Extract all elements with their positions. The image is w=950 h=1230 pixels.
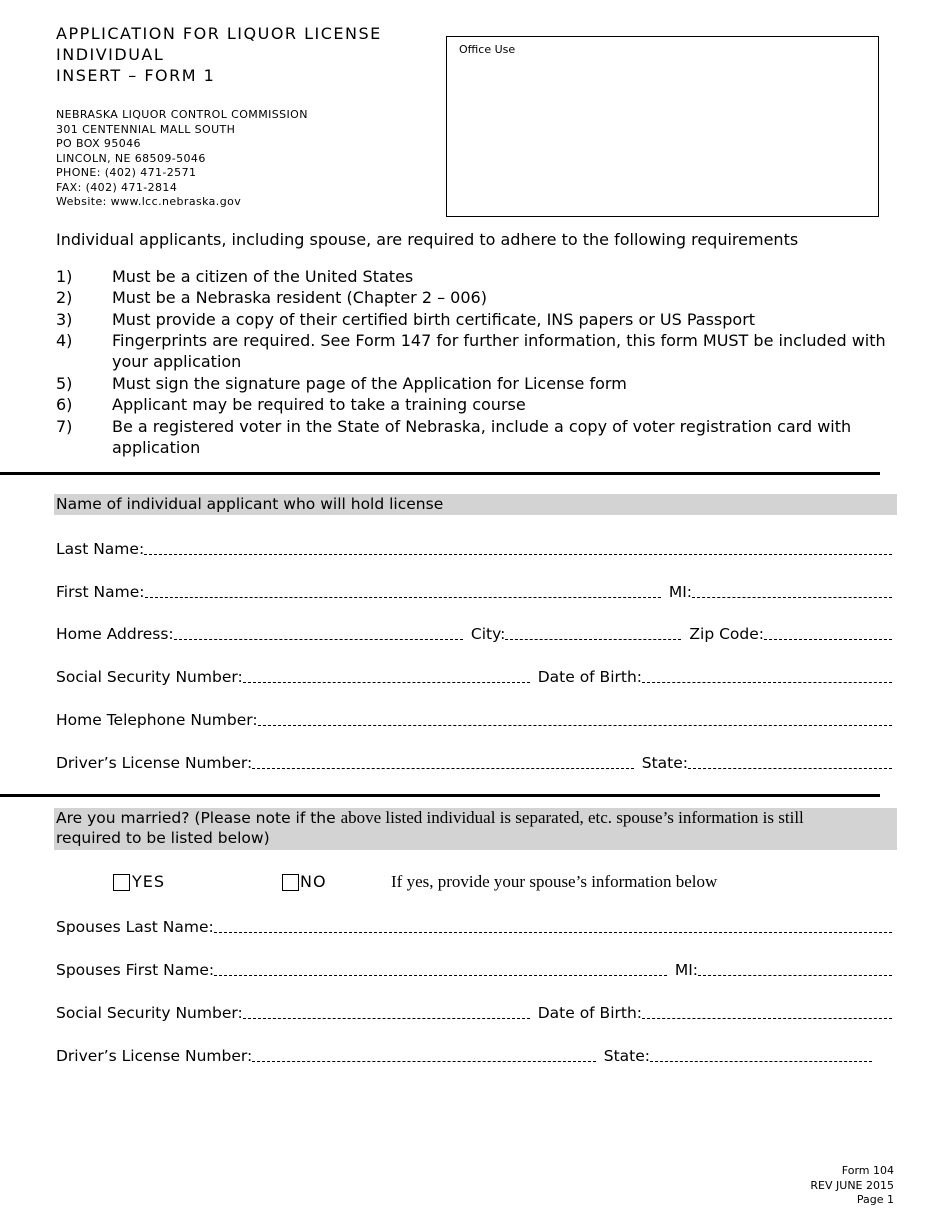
address-line: PHONE: (402) 471-2571 [56,166,197,179]
agency-address [56,108,308,210]
no-label: NO [300,872,327,891]
yes-label: YES [132,872,166,891]
spouse-drivers-license-input[interactable] [252,1046,596,1062]
spouse-first-name-label: Spouses First Name: [56,961,215,979]
requirements-intro: Individual applicants, including spouse, are required to adhere to the following requirements [56,230,799,249]
list-item-number: 6) [56,395,73,414]
spouse-first-name-row [56,957,892,979]
address-line: PO BOX 95046 [56,137,141,150]
home-phone-input[interactable] [258,710,892,726]
office-use-box [446,36,879,217]
last-name-input[interactable] [144,539,892,555]
home-address-label: Home Address: [56,625,174,643]
spouse-mi-input[interactable] [698,960,892,976]
list-item-text: Must be a Nebraska resident (Chapter 2 – 006) [112,288,487,307]
spouse-drivers-license-row [56,1043,872,1065]
married-heading-part2: above listed individual is separated, etc. spouse’s information is still [340,808,804,827]
form-title: APPLICATION FOR LIQUOR LICENSE [56,24,382,43]
dob-label: Date of Birth: [537,668,642,686]
list-item-number: 4) [56,331,73,350]
married-heading-part3: required to be listed below) [56,829,270,847]
ssn-dob-row [56,664,892,686]
last-name-field[interactable] [56,536,892,558]
address-line: NEBRASKA LIQUOR CONTROL COMMISSION [56,108,308,121]
mi-input[interactable] [692,582,892,598]
address-line: LINCOLN, NE 68509-5046 [56,151,206,165]
page-number: Page 1 [856,1193,894,1206]
address-line: 301 CENTENNIAL MALL SOUTH [56,122,236,136]
section-divider [0,794,880,797]
form-insert-label: INSERT – FORM 1 [56,66,216,85]
spouse-ssn-dob-row [56,1000,892,1022]
first-name-row [56,579,892,601]
married-heading-part1: Are you married? (Please note if the [56,809,341,827]
home-phone-row [56,707,892,729]
first-name-input[interactable] [145,582,661,598]
dob-input[interactable] [642,667,892,683]
city-label: City: [470,625,506,643]
ssn-label: Social Security Number: [56,668,243,686]
ssn-input[interactable] [243,667,530,683]
spouse-last-name-input[interactable] [214,917,892,933]
list-item-text: Must sign the signature page of the Application for License form [112,374,627,393]
state-label: State: [641,754,688,772]
city-input[interactable] [505,624,681,640]
spouse-info-note: If yes, provide your spouse’s information below [391,872,718,891]
no-checkbox[interactable] [282,874,299,891]
list-item-number: 5) [56,374,73,393]
first-name-label: First Name: [56,583,145,601]
last-name-label: Last Name: [56,540,145,558]
list-item-text: Fingerprints are required. See Form 147 for further information, this form MUST be included with your application [112,331,886,371]
revision-date: REV JUNE 2015 [810,1178,894,1192]
married-section-heading [54,808,897,850]
list-item-text: Must be a citizen of the United States [112,267,414,286]
zip-code-label: Zip Code: [689,625,764,643]
spouse-ssn-input[interactable] [243,1003,530,1019]
home-address-row [56,621,892,643]
address-line: FAX: (402) 471-2814 [56,180,178,194]
form-number: Form 104 [841,1164,894,1177]
form-subtitle: INDIVIDUAL [56,45,165,64]
list-item-number: 3) [56,310,73,329]
list-item-text: Applicant may be required to take a training course [112,395,526,414]
drivers-license-label: Driver’s License Number: [56,754,253,772]
list-item-number: 2) [56,288,73,307]
list-item-text: Be a registered voter in the State of Nebraska, include a copy of voter registration card with application [112,417,852,457]
home-phone-label: Home Telephone Number: [56,711,258,729]
list-item-number: 7) [56,417,73,436]
spouse-dob-label: Date of Birth: [537,1004,642,1022]
address-line: Website: www.lcc.nebraska.gov [56,195,242,208]
spouse-dob-input[interactable] [642,1003,892,1019]
list-item-text: Must provide a copy of their certified birth certificate, INS papers or US Passport [112,310,756,329]
spouse-last-name-row [56,914,892,936]
zip-code-input[interactable] [764,624,892,640]
state-input[interactable] [688,753,892,769]
applicant-section-heading: Name of individual applicant who will hold license [54,494,897,515]
mi-label: MI: [668,583,692,601]
list-item-number: 1) [56,267,73,286]
form-footer [810,1164,894,1208]
home-address-input[interactable] [174,624,463,640]
drivers-license-input[interactable] [252,753,634,769]
office-use-label: Office Use [459,43,516,56]
spouse-last-name-label: Spouses Last Name: [56,918,214,936]
spouse-drivers-license-label: Driver’s License Number: [56,1047,253,1065]
spouse-state-input[interactable] [650,1046,872,1062]
drivers-license-row [56,750,892,772]
section-divider [0,472,880,475]
spouse-ssn-label: Social Security Number: [56,1004,243,1022]
spouse-first-name-input[interactable] [214,960,667,976]
spouse-mi-label: MI: [674,961,698,979]
spouse-state-label: State: [603,1047,650,1065]
yes-checkbox[interactable] [113,874,130,891]
